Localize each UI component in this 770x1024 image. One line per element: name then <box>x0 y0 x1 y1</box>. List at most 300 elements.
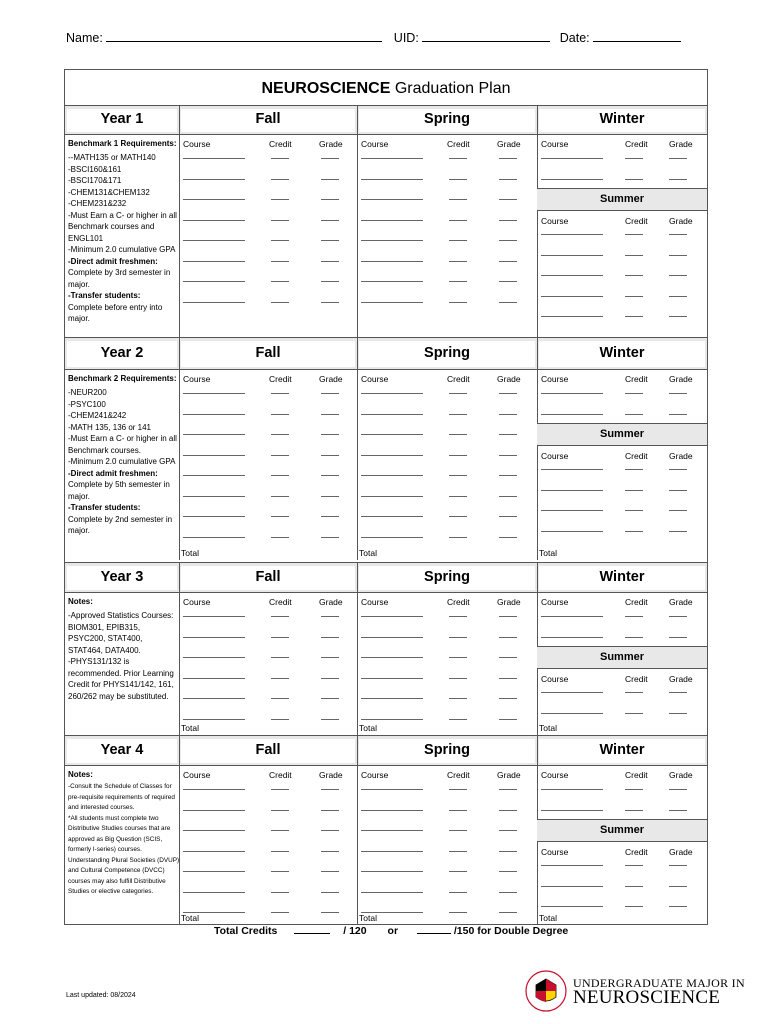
summer-credit-field[interactable] <box>625 510 643 511</box>
spring-grade-field[interactable] <box>499 657 517 658</box>
grade-col-header: Grade <box>669 674 693 684</box>
grade-col-header: Grade <box>669 374 693 384</box>
summer-grade-field[interactable] <box>669 531 687 532</box>
uid-field[interactable] <box>422 30 550 42</box>
spring-credit-field[interactable] <box>449 496 467 497</box>
fall-course-field[interactable] <box>183 678 245 679</box>
spring-credit-field[interactable] <box>449 393 467 394</box>
winter-credit-field[interactable] <box>625 179 643 180</box>
fall-grade-field[interactable] <box>321 261 339 262</box>
spring-course-field[interactable] <box>361 455 423 456</box>
divider <box>537 646 707 647</box>
fall-credit-field[interactable] <box>271 475 289 476</box>
winter-credit-field[interactable] <box>625 789 643 790</box>
semester-spring-header: Spring <box>359 566 535 590</box>
summer-credit-field[interactable] <box>625 275 643 276</box>
credit-col-header: Credit <box>447 139 470 149</box>
spring-course-field[interactable] <box>361 851 423 852</box>
spring-course-field[interactable] <box>361 261 423 262</box>
grade-col-header: Grade <box>319 597 343 607</box>
grade-col-header: Grade <box>319 139 343 149</box>
fall-grade-field[interactable] <box>321 892 339 893</box>
fall-credit-field[interactable] <box>271 455 289 456</box>
credit-col-header: Credit <box>269 597 292 607</box>
double-degree-field[interactable] <box>417 924 451 934</box>
fall-grade-field[interactable] <box>321 240 339 241</box>
course-col-header: Course <box>361 770 389 780</box>
fall-credit-field[interactable] <box>271 871 289 872</box>
fall-grade-field[interactable] <box>321 199 339 200</box>
notes-list <box>68 610 178 702</box>
spring-credit-field[interactable] <box>449 892 467 893</box>
spring-grade-field[interactable] <box>499 496 517 497</box>
spring-grade-field[interactable] <box>499 414 517 415</box>
fall-grade-field[interactable] <box>321 719 339 720</box>
spring-course-field[interactable] <box>361 810 423 811</box>
spring-grade-field[interactable] <box>499 810 517 811</box>
spring-credit-field[interactable] <box>449 455 467 456</box>
spring-credit-field[interactable] <box>449 719 467 720</box>
fall-course-field[interactable] <box>183 393 245 394</box>
spring-course-field[interactable] <box>361 789 423 790</box>
fall-credit-field[interactable] <box>271 393 289 394</box>
spring-course-field[interactable] <box>361 871 423 872</box>
total-credits-field[interactable] <box>294 924 330 934</box>
fall-course-field[interactable] <box>183 302 245 303</box>
winter-course-field[interactable] <box>541 393 603 394</box>
spring-credit-field[interactable] <box>449 302 467 303</box>
winter-grade-field[interactable] <box>669 393 687 394</box>
summer-course-field[interactable] <box>541 692 603 693</box>
summer-course-field[interactable] <box>541 865 603 866</box>
spring-credit-field[interactable] <box>449 537 467 538</box>
spring-grade-field[interactable] <box>499 789 517 790</box>
spring-grade-field[interactable] <box>499 220 517 221</box>
spring-credit-field[interactable] <box>449 657 467 658</box>
fall-grade-field[interactable] <box>321 158 339 159</box>
spring-credit-field[interactable] <box>449 698 467 699</box>
winter-credit-field[interactable] <box>625 393 643 394</box>
fall-course-field[interactable] <box>183 637 245 638</box>
spring-course-field[interactable] <box>361 657 423 658</box>
spring-credit-field[interactable] <box>449 830 467 831</box>
fall-credit-field[interactable] <box>271 199 289 200</box>
winter-course-field[interactable] <box>541 810 603 811</box>
spring-course-field[interactable] <box>361 434 423 435</box>
summer-course-field[interactable] <box>541 469 603 470</box>
winter-credit-field[interactable] <box>625 810 643 811</box>
fall-credit-field[interactable] <box>271 637 289 638</box>
fall-course-field[interactable] <box>183 261 245 262</box>
spring-credit-field[interactable] <box>449 810 467 811</box>
fall-credit-field[interactable] <box>271 719 289 720</box>
winter-grade-field[interactable] <box>669 158 687 159</box>
semester-winter-header: Winter <box>539 566 705 590</box>
spring-grade-field[interactable] <box>499 678 517 679</box>
fall-credit-field[interactable] <box>271 158 289 159</box>
spring-grade-field[interactable] <box>499 516 517 517</box>
course-col-header: Course <box>183 597 211 607</box>
spring-grade-field[interactable] <box>499 892 517 893</box>
fall-course-field[interactable] <box>183 719 245 720</box>
spring-course-field[interactable] <box>361 496 423 497</box>
fall-course-field[interactable] <box>183 158 245 159</box>
spring-credit-field[interactable] <box>449 516 467 517</box>
fall-grade-field[interactable] <box>321 851 339 852</box>
winter-credit-field[interactable] <box>625 616 643 617</box>
credit-col-header: Credit <box>625 374 648 384</box>
winter-course-field[interactable] <box>541 414 603 415</box>
winter-course-field[interactable] <box>541 616 603 617</box>
fall-credit-field[interactable] <box>271 516 289 517</box>
credit-col-header: Credit <box>269 770 292 780</box>
divider <box>65 735 707 736</box>
summer-grade-field[interactable] <box>669 510 687 511</box>
fall-credit-field[interactable] <box>271 240 289 241</box>
fall-course-field[interactable] <box>183 220 245 221</box>
university-seal-icon <box>523 965 569 1015</box>
fall-grade-field[interactable] <box>321 616 339 617</box>
spring-course-field[interactable] <box>361 281 423 282</box>
summer-course-field[interactable] <box>541 490 603 491</box>
summer-course-field[interactable] <box>541 886 603 887</box>
spring-credit-field[interactable] <box>449 261 467 262</box>
spring-course-field[interactable] <box>361 892 423 893</box>
summer-grade-field[interactable] <box>669 713 687 714</box>
spring-course-field[interactable] <box>361 698 423 699</box>
fall-grade-field[interactable] <box>321 912 339 913</box>
spring-credit-field[interactable] <box>449 475 467 476</box>
winter-summer-total-label: Total <box>539 548 557 558</box>
fall-credit-field[interactable] <box>271 281 289 282</box>
note-item: -Direct admit freshmen: <box>68 468 158 478</box>
fall-course-field[interactable] <box>183 871 245 872</box>
fall-grade-field[interactable] <box>321 810 339 811</box>
spring-grade-field[interactable] <box>499 871 517 872</box>
summer-credit-field[interactable] <box>625 713 643 714</box>
summer-credit-field[interactable] <box>625 531 643 532</box>
fall-grade-field[interactable] <box>321 475 339 476</box>
summer-grade-field[interactable] <box>669 490 687 491</box>
winter-grade-field[interactable] <box>669 414 687 415</box>
spring-grade-field[interactable] <box>499 240 517 241</box>
spring-total-label: Total <box>359 548 377 558</box>
spring-credit-field[interactable] <box>449 871 467 872</box>
course-col-header: Course <box>541 847 569 857</box>
fall-course-field[interactable] <box>183 475 245 476</box>
fall-credit-field[interactable] <box>271 892 289 893</box>
fall-credit-field[interactable] <box>271 434 289 435</box>
fall-course-field[interactable] <box>183 789 245 790</box>
fall-grade-field[interactable] <box>321 698 339 699</box>
fall-credit-field[interactable] <box>271 678 289 679</box>
year-section <box>65 735 707 925</box>
spring-credit-field[interactable] <box>449 637 467 638</box>
winter-grade-field[interactable] <box>669 179 687 180</box>
spring-grade-field[interactable] <box>499 158 517 159</box>
spring-grade-field[interactable] <box>499 393 517 394</box>
winter-course-field[interactable] <box>541 789 603 790</box>
winter-credit-field[interactable] <box>625 414 643 415</box>
or-label: or <box>387 925 399 937</box>
fall-credit-field[interactable] <box>271 537 289 538</box>
summer-course-field[interactable] <box>541 510 603 511</box>
spring-course-field[interactable] <box>361 414 423 415</box>
semester-fall-header: Fall <box>181 566 355 590</box>
note-item: --MATH135 or MATH140 <box>68 153 156 162</box>
spring-course-field[interactable] <box>361 240 423 241</box>
fall-grade-field[interactable] <box>321 434 339 435</box>
divider <box>537 105 538 366</box>
grade-col-header: Grade <box>497 770 521 780</box>
date-label: Date: <box>559 31 590 45</box>
fall-course-field[interactable] <box>183 830 245 831</box>
fall-credit-field[interactable] <box>271 414 289 415</box>
summer-grade-field[interactable] <box>669 886 687 887</box>
spring-grade-field[interactable] <box>499 698 517 699</box>
spring-course-field[interactable] <box>361 158 423 159</box>
summer-grade-field[interactable] <box>669 234 687 235</box>
fall-grade-field[interactable] <box>321 637 339 638</box>
fall-credit-field[interactable] <box>271 302 289 303</box>
winter-course-field[interactable] <box>541 637 603 638</box>
spring-grade-field[interactable] <box>499 434 517 435</box>
fall-credit-field[interactable] <box>271 830 289 831</box>
winter-grade-field[interactable] <box>669 637 687 638</box>
fall-course-field[interactable] <box>183 516 245 517</box>
spring-grade-field[interactable] <box>499 199 517 200</box>
spring-course-field[interactable] <box>361 719 423 720</box>
spring-course-field[interactable] <box>361 537 423 538</box>
page-title: NEUROSCIENCE Graduation Plan <box>261 80 511 97</box>
semester-winter-header: Winter <box>539 109 705 132</box>
spring-grade-field[interactable] <box>499 179 517 180</box>
spring-course-field[interactable] <box>361 516 423 517</box>
fall-grade-field[interactable] <box>321 516 339 517</box>
course-col-header: Course <box>541 597 569 607</box>
summer-credit-field[interactable] <box>625 490 643 491</box>
spring-grade-field[interactable] <box>499 830 517 831</box>
spring-credit-field[interactable] <box>449 158 467 159</box>
fall-credit-field[interactable] <box>271 698 289 699</box>
spring-credit-field[interactable] <box>449 281 467 282</box>
fall-course-field[interactable] <box>183 414 245 415</box>
course-col-header: Course <box>183 139 211 149</box>
summer-course-field[interactable] <box>541 713 603 714</box>
fall-total-label: Total <box>181 548 199 558</box>
fall-course-field[interactable] <box>183 851 245 852</box>
winter-grade-field[interactable] <box>669 789 687 790</box>
divider <box>65 592 707 593</box>
spring-grade-field[interactable] <box>499 455 517 456</box>
spring-grade-field[interactable] <box>499 537 517 538</box>
grade-col-header: Grade <box>669 597 693 607</box>
summer-credit-field[interactable] <box>625 886 643 887</box>
spring-course-field[interactable] <box>361 830 423 831</box>
spring-course-field[interactable] <box>361 616 423 617</box>
spring-grade-field[interactable] <box>499 851 517 852</box>
summer-credit-field[interactable] <box>625 255 643 256</box>
spring-course-field[interactable] <box>361 475 423 476</box>
spring-grade-field[interactable] <box>499 475 517 476</box>
spring-grade-field[interactable] <box>499 261 517 262</box>
year-label: Year 3 <box>67 566 177 590</box>
spring-course-field[interactable] <box>361 678 423 679</box>
course-col-header: Course <box>541 674 569 684</box>
summer-credit-field[interactable] <box>625 865 643 866</box>
spring-total-label: Total <box>359 913 377 923</box>
fall-course-field[interactable] <box>183 810 245 811</box>
divider <box>357 337 358 560</box>
spring-credit-field[interactable] <box>449 678 467 679</box>
summer-grade-field[interactable] <box>669 469 687 470</box>
summer-course-field[interactable] <box>541 296 603 297</box>
fall-course-field[interactable] <box>183 455 245 456</box>
summer-grade-field[interactable] <box>669 255 687 256</box>
spring-credit-field[interactable] <box>449 414 467 415</box>
summer-credit-field[interactable] <box>625 316 643 317</box>
spring-credit-field[interactable] <box>449 220 467 221</box>
summer-credit-field[interactable] <box>625 906 643 907</box>
fall-course-field[interactable] <box>183 281 245 282</box>
fall-grade-field[interactable] <box>321 657 339 658</box>
course-col-header: Course <box>541 216 569 226</box>
fall-grade-field[interactable] <box>321 871 339 872</box>
fall-course-field[interactable] <box>183 537 245 538</box>
summer-course-field[interactable] <box>541 255 603 256</box>
spring-course-field[interactable] <box>361 637 423 638</box>
spring-credit-field[interactable] <box>449 616 467 617</box>
summer-grade-field[interactable] <box>669 275 687 276</box>
summer-credit-field[interactable] <box>625 469 643 470</box>
fall-credit-field[interactable] <box>271 616 289 617</box>
spring-course-field[interactable] <box>361 199 423 200</box>
fall-credit-field[interactable] <box>271 810 289 811</box>
spring-credit-field[interactable] <box>449 434 467 435</box>
fall-credit-field[interactable] <box>271 657 289 658</box>
summer-grade-field[interactable] <box>669 906 687 907</box>
note-item: Complete before entry into major. <box>68 302 163 323</box>
summer-credit-field[interactable] <box>625 234 643 235</box>
year-section <box>65 337 707 560</box>
spring-grade-field[interactable] <box>499 637 517 638</box>
fall-credit-field[interactable] <box>271 220 289 221</box>
divider <box>537 668 707 669</box>
fall-credit-field[interactable] <box>271 851 289 852</box>
spring-credit-field[interactable] <box>449 240 467 241</box>
fall-course-field[interactable] <box>183 616 245 617</box>
last-updated: Last updated: 08/2024 <box>66 992 136 999</box>
fall-grade-field[interactable] <box>321 281 339 282</box>
spring-credit-field[interactable] <box>449 179 467 180</box>
fall-course-field[interactable] <box>183 496 245 497</box>
fall-credit-field[interactable] <box>271 912 289 913</box>
fall-grade-field[interactable] <box>321 678 339 679</box>
fall-credit-field[interactable] <box>271 179 289 180</box>
note-item: BIOM301, EPIB315, PSYC200, STAT400, STAT464, DATA400. <box>68 622 143 655</box>
fall-course-field[interactable] <box>183 199 245 200</box>
spring-course-field[interactable] <box>361 393 423 394</box>
fall-grade-field[interactable] <box>321 179 339 180</box>
credit-col-header: Credit <box>625 597 648 607</box>
spring-credit-field[interactable] <box>449 789 467 790</box>
spring-grade-field[interactable] <box>499 616 517 617</box>
summer-grade-field[interactable] <box>669 316 687 317</box>
semester-winter-header: Winter <box>539 341 705 367</box>
fall-grade-field[interactable] <box>321 830 339 831</box>
spring-credit-field[interactable] <box>449 912 467 913</box>
spring-credit-field[interactable] <box>449 851 467 852</box>
fall-grade-field[interactable] <box>321 789 339 790</box>
note-item: -Consult the Schedule of Classes for pre-requisite requirements of required and interested courses. <box>68 783 175 811</box>
spring-grade-field[interactable] <box>499 302 517 303</box>
winter-grade-field[interactable] <box>669 810 687 811</box>
fall-grade-field[interactable] <box>321 302 339 303</box>
spring-grade-field[interactable] <box>499 912 517 913</box>
summer-course-field[interactable] <box>541 275 603 276</box>
fall-grade-field[interactable] <box>321 393 339 394</box>
spring-course-field[interactable] <box>361 302 423 303</box>
summer-course-field[interactable] <box>541 316 603 317</box>
summer-grade-field[interactable] <box>669 692 687 693</box>
credit-col-header: Credit <box>447 770 470 780</box>
fall-course-field[interactable] <box>183 892 245 893</box>
note-item: -Must Earn a C- or higher in all Benchmark courses and ENGL101 <box>68 210 177 243</box>
fall-course-field[interactable] <box>183 698 245 699</box>
fall-grade-field[interactable] <box>321 414 339 415</box>
spring-grade-field[interactable] <box>499 719 517 720</box>
summer-credit-field[interactable] <box>625 692 643 693</box>
summer-grade-field[interactable] <box>669 865 687 866</box>
semester-fall-header: Fall <box>181 341 355 367</box>
fall-grade-field[interactable] <box>321 455 339 456</box>
divider <box>537 337 538 560</box>
fall-credit-field[interactable] <box>271 261 289 262</box>
summer-course-field[interactable] <box>541 531 603 532</box>
spring-course-field[interactable] <box>361 220 423 221</box>
winter-course-field[interactable] <box>541 179 603 180</box>
fall-course-field[interactable] <box>183 240 245 241</box>
fall-course-field[interactable] <box>183 657 245 658</box>
fall-credit-field[interactable] <box>271 496 289 497</box>
winter-course-field[interactable] <box>541 158 603 159</box>
fall-course-field[interactable] <box>183 434 245 435</box>
fall-grade-field[interactable] <box>321 537 339 538</box>
summer-course-field[interactable] <box>541 234 603 235</box>
semester-winter-header: Winter <box>539 739 705 763</box>
winter-grade-field[interactable] <box>669 616 687 617</box>
summer-course-field[interactable] <box>541 906 603 907</box>
divider <box>537 423 707 424</box>
winter-credit-field[interactable] <box>625 158 643 159</box>
date-field[interactable] <box>593 30 681 42</box>
winter-summer-total-label: Total <box>539 913 557 923</box>
winter-credit-field[interactable] <box>625 637 643 638</box>
fall-grade-field[interactable] <box>321 220 339 221</box>
divider <box>65 765 707 766</box>
divider <box>537 841 707 842</box>
spring-grade-field[interactable] <box>499 281 517 282</box>
fall-course-field[interactable] <box>183 179 245 180</box>
spring-course-field[interactable] <box>361 179 423 180</box>
summer-grade-field[interactable] <box>669 296 687 297</box>
name-field[interactable] <box>106 30 382 42</box>
credit-col-header: Credit <box>625 216 648 226</box>
spring-credit-field[interactable] <box>449 199 467 200</box>
fall-grade-field[interactable] <box>321 496 339 497</box>
fall-credit-field[interactable] <box>271 789 289 790</box>
summer-credit-field[interactable] <box>625 296 643 297</box>
